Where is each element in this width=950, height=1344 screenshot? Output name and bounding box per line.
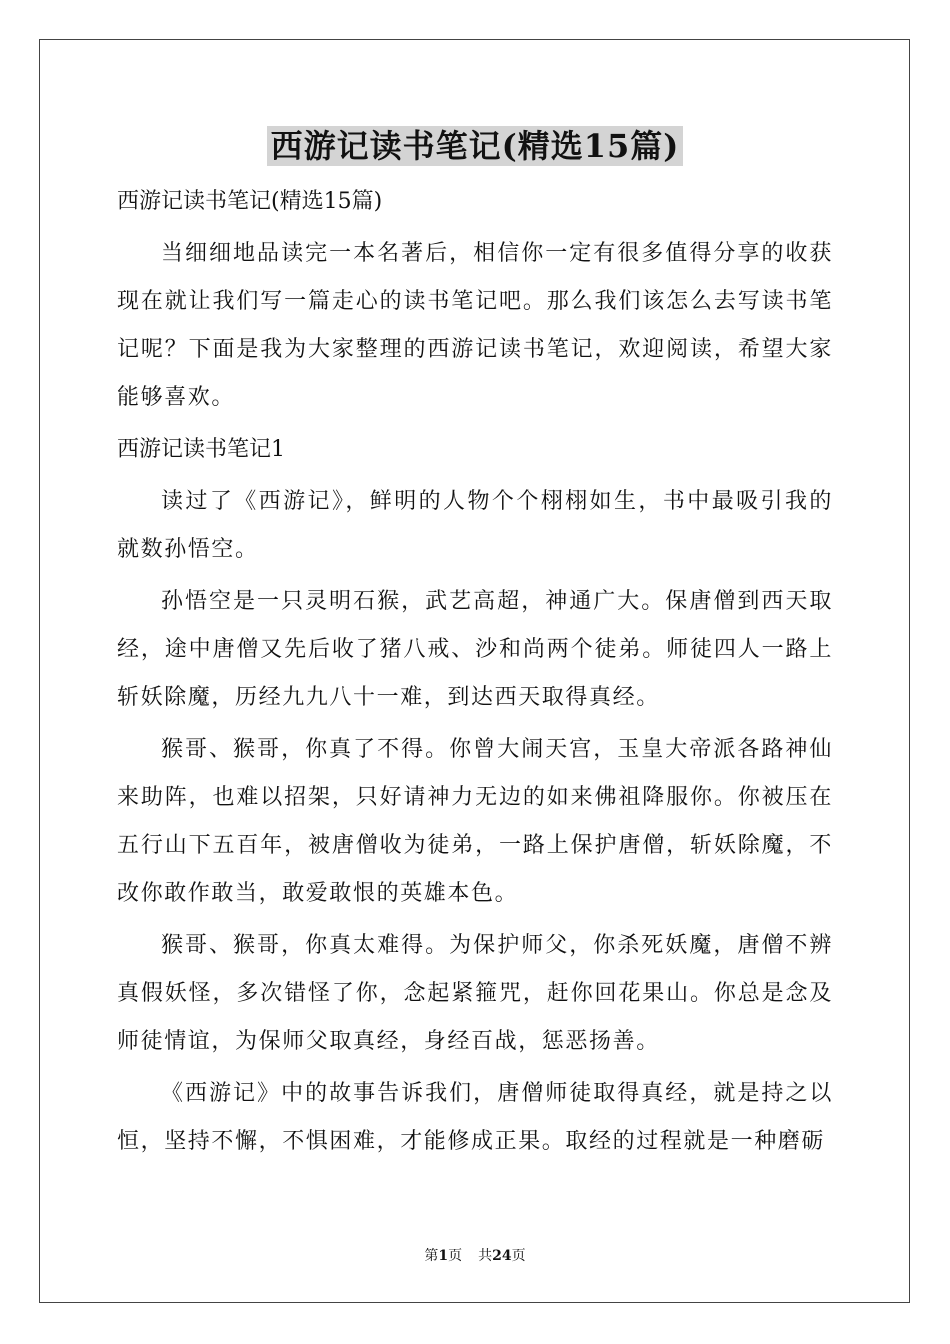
body-paragraph: 《西游记》中的故事告诉我们，唐僧师徒取得真经，就是持之以恒，坚持不懈，不惧困难，才能修成正果。取经的过程就是一种磨砺 [117,1081,833,1154]
document-body [117,178,833,1166]
document-title: 西游记读书笔记(精选15篇) [267,126,684,166]
page-current: 1 [438,1248,449,1264]
page-footer [0,1247,950,1265]
body-paragraph: 读过了《西游记》，鲜明的人物个个栩栩如生，书中最吸引我的就数孙悟空。 [117,489,833,562]
body-paragraph: 孙悟空是一只灵明石猴，武艺高超，神通广大。保唐僧到西天取经，途中唐僧又先后收了猪八戒、沙和尚两个徒弟。师徒四人一路上斩妖除魔，历经九九八十一难，到达西天取得真经。 [117,589,833,710]
intro-paragraph: 当细细地品读完一本名著后，相信你一定有很多值得分享的收获现在就让我们写一篇走心的读书笔记吧。那么我们该怎么去写读书笔记呢？下面是我为大家整理的西游记读书笔记，欢迎阅读，希望大家能够喜欢。 [117,241,833,410]
total-prefix: 共 [478,1248,493,1264]
page-total: 24 [492,1248,512,1264]
section-heading: 西游记读书笔记1 [117,437,285,462]
subtitle-line: 西游记读书笔记(精选15篇) [117,189,383,214]
body-paragraph: 猴哥、猴哥，你真了不得。你曾大闹天宫，玉皇大帝派各路神仙来助阵，也难以招架，只好请神力无边的如来佛祖降服你。你被压在五行山下五百年，被唐僧收为徒弟，一路上保护唐僧，斩妖除魔，不改你敢作敢当，敢爱敢恨的英雄本色。 [117,737,833,906]
page-suffix: 页 [448,1248,463,1264]
total-suffix: 页 [511,1248,526,1264]
title-container [0,126,950,166]
page-prefix: 第 [424,1248,439,1264]
body-paragraph: 猴哥、猴哥，你真太难得。为保护师父，你杀死妖魔，唐僧不辨真假妖怪，多次错怪了你，念起紧箍咒，赶你回花果山。你总是念及师徒情谊，为保师父取真经，身经百战，惩恶扬善。 [117,933,833,1054]
